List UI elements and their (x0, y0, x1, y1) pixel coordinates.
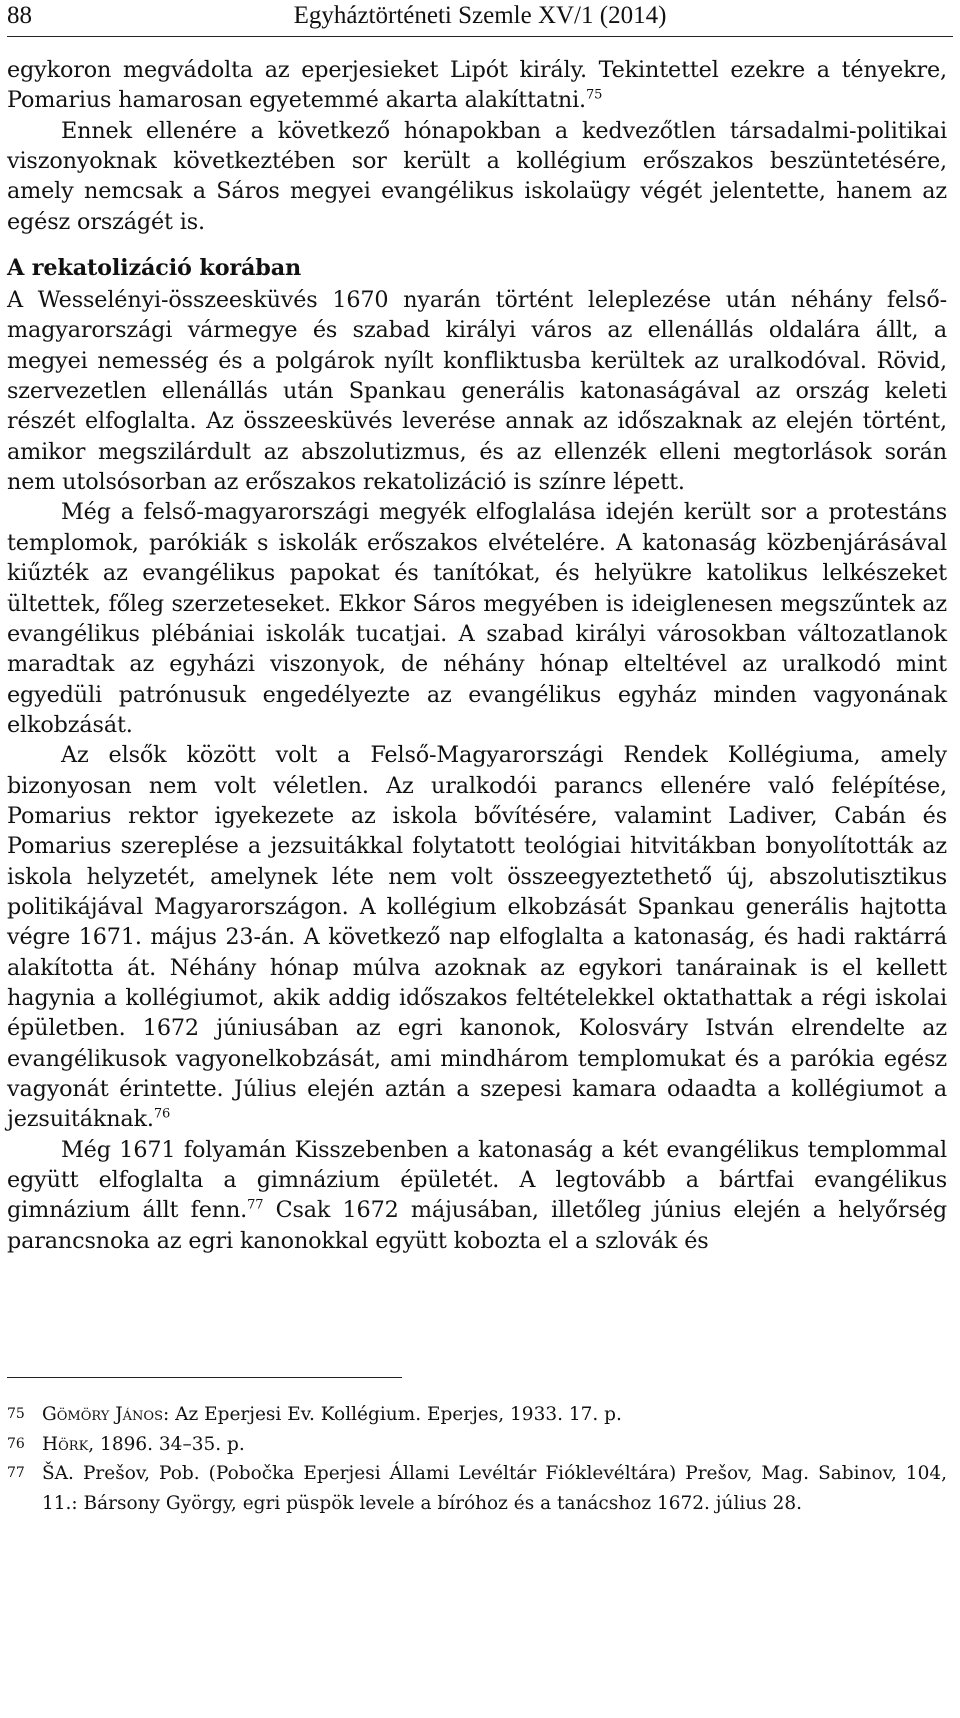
footnote-number: 75 (7, 1406, 25, 1422)
paragraph-5-text: Az elsők között volt a Felső-Magyarországi Rendek Kollégiuma, amely bizonyosan nem volt véletlen. Az uralkodói parancs ellenére való felépítése, Pomarius rektor igyekezete az iskola bővítésére, valamint Ladiver, Cabán és Pomarius szereplése a jezsuitákkal folytatott teológiai hitvitákban bonyolították az iskola helyzetét, amelynek léte nem volt összeegyeztethető új, abszolutisztikus politikájával Magyarországon. A kollégium elkobzását Spankau generális hajtotta végre 1671. május 23-án. A következő nap elfoglalta a katonaság, és hadi raktárrá alakította át. Néhány hónap múlva azoknak az egykori tanárainak is el kellett hagynia a kollégiumot, akik addig időszakos feltételekkel oktathattak a régi iskolai épületben. 1672 júniusában az egri kanonok, Kolosváry István elrendelte az evangélikusok vagyonelkobzását, ami mindhárom templomukat és a parókia egész vagyonát érintette. Július elején aztán a szepesi kamara odaadta a kollégiumot a jezsuitáknak. (7, 742, 947, 1133)
paragraph-2: Ennek ellenére a következő hónapokban a kedvezőtlen társadalmi-politikai viszonyoknak következtében sor került a kollégium erőszakos beszüntetésére, amely nemcsak a Sáros megyei evangélikus iskolaügy végét jelentette, hanem az egész országét is. (7, 117, 947, 235)
footnote-number: 76 (7, 1435, 25, 1452)
paragraph-1-text: egykoron megvádolta az eperjesieket Lipót király. Tekintettel ezekre a tényekre, Pomarius hamarosan egyetemmé akarta alakíttatni. (7, 57, 947, 114)
footnote-text: : Az Eperjesi Ev. Kollégium. Eperjes, 1933. 17. p. (163, 1404, 622, 1425)
body-text (7, 55, 947, 1256)
paragraph-6-text-a: Még 1671 folyamán Kisszebenben a katonaság a két evangélikus templommal együtt elfoglalta a gimnázium épületét. A legtovább a bártfai evangélikus gimnázium állt fenn. (7, 1136, 947, 1224)
footnote-number: 77 (7, 1465, 25, 1481)
footnote-text: ŠA. Prešov, Pob. (Pobočka Eperjesi Állami Levéltár Fióklevéltára) Prešov, Mag. Sabinov, 104, 11.: Bársony György, egri püspök levele a bíróhoz és a tanácshoz 1672. július 28. (42, 1463, 947, 1514)
page-number: 88 (7, 2, 32, 29)
footnote-76 (7, 1430, 947, 1460)
footnote-ref-75: 75 (586, 87, 603, 103)
footnote-author: Gömöry János (42, 1404, 163, 1425)
section-heading: A rekatolizáció korában (7, 255, 302, 282)
running-header (7, 0, 953, 37)
paragraph-5 (7, 740, 947, 1134)
footnote-75 (7, 1400, 947, 1430)
paragraph-6 (7, 1135, 947, 1256)
paragraph-3: A Wesselényi-összeesküvés 1670 nyarán történt leleplezése után néhány felső-magyarországi vármegye és szabad királyi város az ellenállás oldalára állt, a megyei nemesség és a polgárok nyílt konfliktusba kerültek az uralkodóval. Rövid, szervezetlen ellenállás után Spankau generális katonaságával az ország keleti részét elfoglalta. Az összeesküvés leverése annak az időszaknak az elején történt, amikor megszilárdult az abszolutizmus, és az ellenzék elleni megtorlások során nem utolsósorban az erőszakos rekatolizáció is színre lépett. (7, 287, 947, 496)
footnote-77 (7, 1459, 947, 1518)
paragraph-1 (7, 55, 947, 116)
journal-title: Egyháztörténeti Szemle XV/1 (2014) (293, 2, 667, 29)
footnote-separator (7, 1377, 402, 1378)
paragraph-6-text-b: Csak 1672 májusában, illetőleg június elején a helyőrség parancsnoka az egri kanonokkal együtt kobozta el a szlovák és (7, 1197, 948, 1254)
footnote-text: , 1896. 34–35. p. (88, 1433, 245, 1455)
footnote-ref-76: 76 (153, 1106, 171, 1122)
paragraph-4: Még a felső-magyarországi megyék elfoglalása idején került sor a protestáns templomok, parókiák s iskolák erőszakos elvételére. A katonaság közbenjárásával kiűzték az evangélikus papokat és tanítókat, és helyükre katolikus lelkészeket ültettek, főleg szerzeteseket. Ekkor Sáros megyében is ideiglenesen megszűntek az evangélikus plébániai iskolák tucatjai. A szabad királyi városokban változatlanok maradtak az egyházi viszonyok, de néhány hónap elteltével az uralkodó mint egyedüli patrónusuk engedélyezte az evangélikus egyház minden vagyonának elkobzását. (7, 499, 947, 738)
footnotes (7, 1400, 947, 1518)
footnote-ref-77: 77 (247, 1197, 264, 1213)
footnote-author: Hörk (42, 1433, 89, 1455)
